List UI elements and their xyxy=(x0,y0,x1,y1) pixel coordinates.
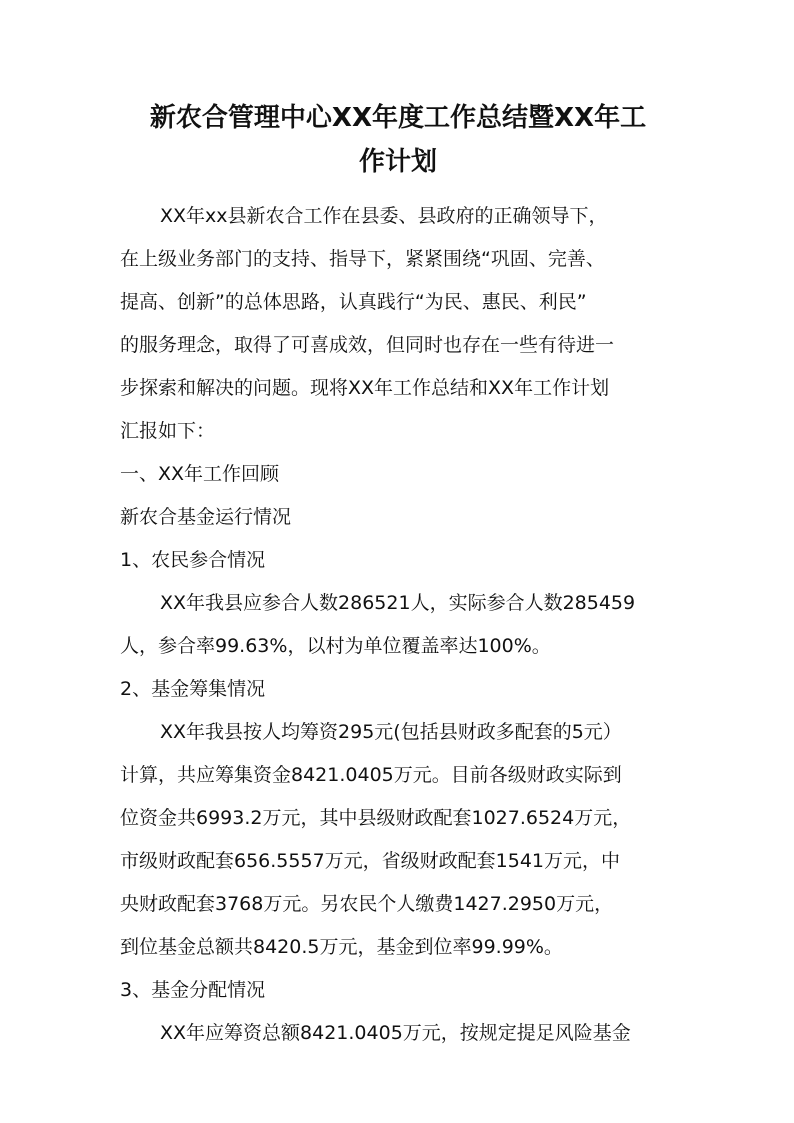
paragraph-intro-line-3: 提高、创新”的总体思路，认真践行“为民、惠民、利民” xyxy=(120,291,587,313)
item-heading-participation: 1、农民参合情况 xyxy=(120,549,266,571)
item-heading-fundraising: 2、基金筹集情况 xyxy=(120,678,266,700)
paragraph-allocation-line-1: XX年应筹资总额8421.0405万元，按规定提足风险基金 xyxy=(160,1022,631,1044)
document-title-line-1: 新农合管理中心XX年度工作总结暨XX年工 xyxy=(149,103,647,133)
paragraph-intro-line-6: 汇报如下： xyxy=(120,420,216,442)
paragraph-fundraising-line-6: 到位基金总额共8420.5万元，基金到位率99.99%。 xyxy=(120,936,563,958)
paragraph-fundraising-line-5: 央财政配套3768万元。另农民个人缴费1427.2950万元， xyxy=(120,893,614,915)
paragraph-fundraising-line-2: 计算，共应筹集资金8421.0405万元。目前各级财政实际到 xyxy=(120,764,622,786)
paragraph-intro-line-1: XX年xx县新农合工作在县委、县政府的正确领导下， xyxy=(160,205,608,227)
paragraph-fundraising-line-3: 位资金共6993.2万元，其中县级财政配套1027.6524万元， xyxy=(120,807,632,829)
paragraph-fundraising-line-4: 市级财政配套656.5557万元，省级财政配套1541万元，中 xyxy=(120,850,621,872)
section-heading-review: 一、XX年工作回顾 xyxy=(120,463,280,485)
paragraph-intro-line-4: 的服务理念，取得了可喜成效，但同时也存在一些有待进一 xyxy=(120,334,615,356)
paragraph-intro-line-2: 在上级业务部门的支持、指导下，紧紧围绕“巩固、完善、 xyxy=(120,248,605,270)
paragraph-intro-line-5: 步探索和解决的问题。现将XX年工作总结和XX年工作计划 xyxy=(120,377,610,399)
paragraph-fundraising-line-1: XX年我县按人均筹资295元(包括县财政多配套的5元） xyxy=(160,721,622,743)
document-title-line-2: 作计划 xyxy=(358,147,437,177)
paragraph-participation-line-2: 人，参合率99.63%，以村为单位覆盖率达100%。 xyxy=(120,635,551,657)
paragraph-participation-line-1: XX年我县应参合人数286521人，实际参合人数285459 xyxy=(160,592,636,614)
subsection-heading-fund-operation: 新农合基金运行情况 xyxy=(120,506,292,528)
item-heading-fund-allocation: 3、基金分配情况 xyxy=(120,979,266,1001)
